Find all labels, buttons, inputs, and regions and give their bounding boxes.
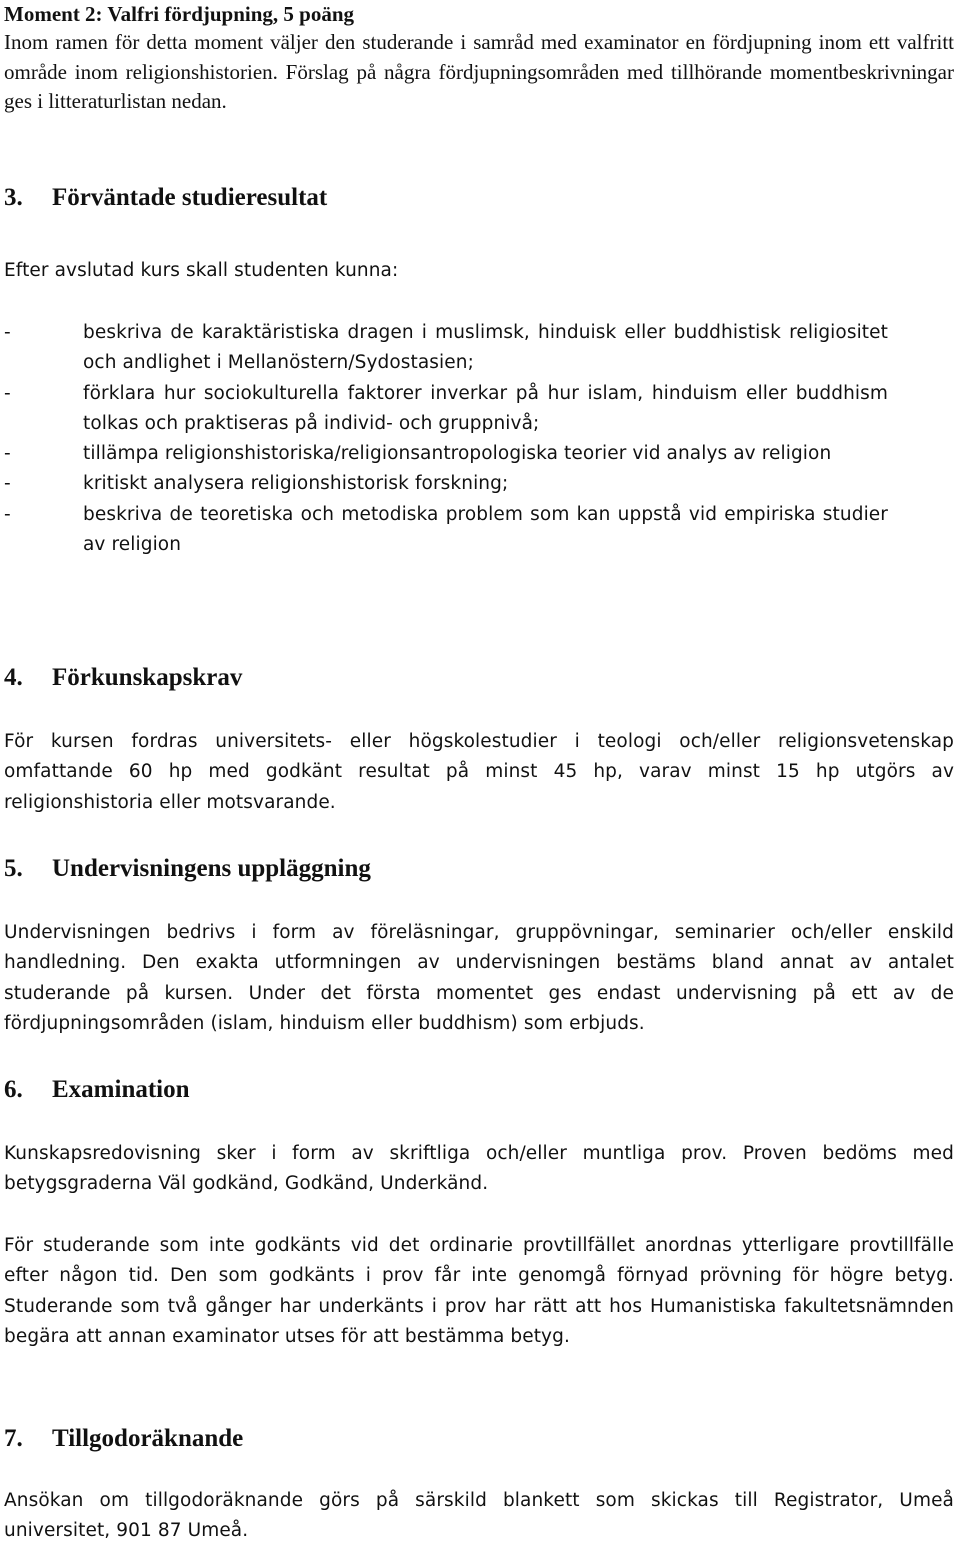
list-item	[4, 439, 888, 469]
section-3-title: Förväntade studieresultat	[52, 184, 328, 211]
list-bullet: -	[4, 473, 11, 495]
list-bullet: -	[4, 382, 11, 404]
section-6-text-2: För studerande som inte godkänts vid det ordinarie provtillfället anordnas ytterligare provtillfälle efter någon tid. Den som godkänts i prov får inte genomgå förnyad prövning för högre betyg. Studerande som två gånger har underkänts i prov har rätt att hos Humanistiska fakultetsnämnden begära att annan examinator utses för att bestämma betyg.	[4, 1235, 954, 1347]
section-3-number: 3.	[4, 184, 23, 211]
section-6-heading	[4, 1074, 954, 1106]
list-item-text: kritiskt analysera religionshistorisk forskning;	[83, 473, 509, 495]
section-7-title: Tillgodoräknande	[52, 1425, 244, 1452]
section-7-heading	[4, 1423, 954, 1455]
section-4-title: Förkunskapskrav	[52, 664, 243, 691]
section-6-text-1: Kunskapsredovisning sker i form av skriftliga och/eller muntliga prov. Proven bedöms med betygsgraderna Väl godkänd, Godkänd, Underkänd.	[4, 1143, 954, 1195]
section-5-heading	[4, 853, 954, 885]
section-4-text: För kursen fordras universitets- eller högskolestudier i teologi och/eller religionsvetenskap omfattande 60 hp med godkänt resultat på minst 45 hp, varav minst 15 hp utgörs av religionshistoria eller motsvarande.	[4, 731, 954, 813]
list-item	[4, 500, 888, 561]
section-4-heading	[4, 662, 954, 694]
section-5-number: 5.	[4, 855, 23, 882]
section-6-number: 6.	[4, 1076, 23, 1103]
moment-description: Inom ramen för detta moment väljer den studerande i samråd med examinator en fördjupning inom ett valfritt område inom religionshistorien. Förslag på några fördjupningsområden med tillhörande momentbeskrivningar ges i litteraturlistan nedan.	[4, 30, 954, 113]
list-item-text: tillämpa religionshistoriska/religionsantropologiska teorier vid analys av religion	[83, 443, 832, 465]
list-item-text: beskriva de karaktäristiska dragen i muslimsk, hinduisk eller buddhistisk religiositet och andlighet i Mellanöstern/Sydostasien;	[83, 322, 888, 374]
outcomes-intro: Efter avslutad kurs skall studenten kunna:	[4, 260, 399, 281]
section-5-title: Undervisningens uppläggning	[52, 855, 371, 882]
moment-title: Moment 2: Valfri fördjupning, 5 poäng	[4, 2, 355, 26]
section-5-text: Undervisningen bedrivs i form av föreläsningar, gruppövningar, seminarier och/eller enskild handledning. Den exakta utformningen av undervisningen bestäms bland annat av antalet studerande på kursen. Under det första momentet ges endast undervisning på ett av de fördjupningsområden (islam, hinduism eller buddhism) som erbjuds.	[4, 922, 954, 1034]
list-item	[4, 318, 888, 379]
list-item	[4, 469, 888, 499]
section-7-number: 7.	[4, 1425, 23, 1452]
list-item-text: beskriva de teoretiska och metodiska problem som kan uppstå vid empiriska studier av religion	[83, 503, 888, 556]
section-3-heading	[4, 182, 954, 214]
list-bullet: -	[4, 322, 11, 343]
list-bullet: -	[4, 503, 11, 525]
list-item-text: förklara hur sociokulturella faktorer inverkar på hur islam, hinduism eller buddhism tolkas och praktiseras på individ- och gruppnivå;	[83, 382, 888, 434]
section-4-number: 4.	[4, 664, 23, 691]
outcomes-list	[4, 318, 888, 560]
list-bullet: -	[4, 443, 11, 465]
list-item	[4, 379, 888, 440]
section-6-title: Examination	[52, 1076, 190, 1103]
section-7-text: Ansökan om tillgodoräknande görs på särskild blankett som skickas till Registrator, Umeå universitet, 901 87 Umeå.	[4, 1490, 954, 1542]
